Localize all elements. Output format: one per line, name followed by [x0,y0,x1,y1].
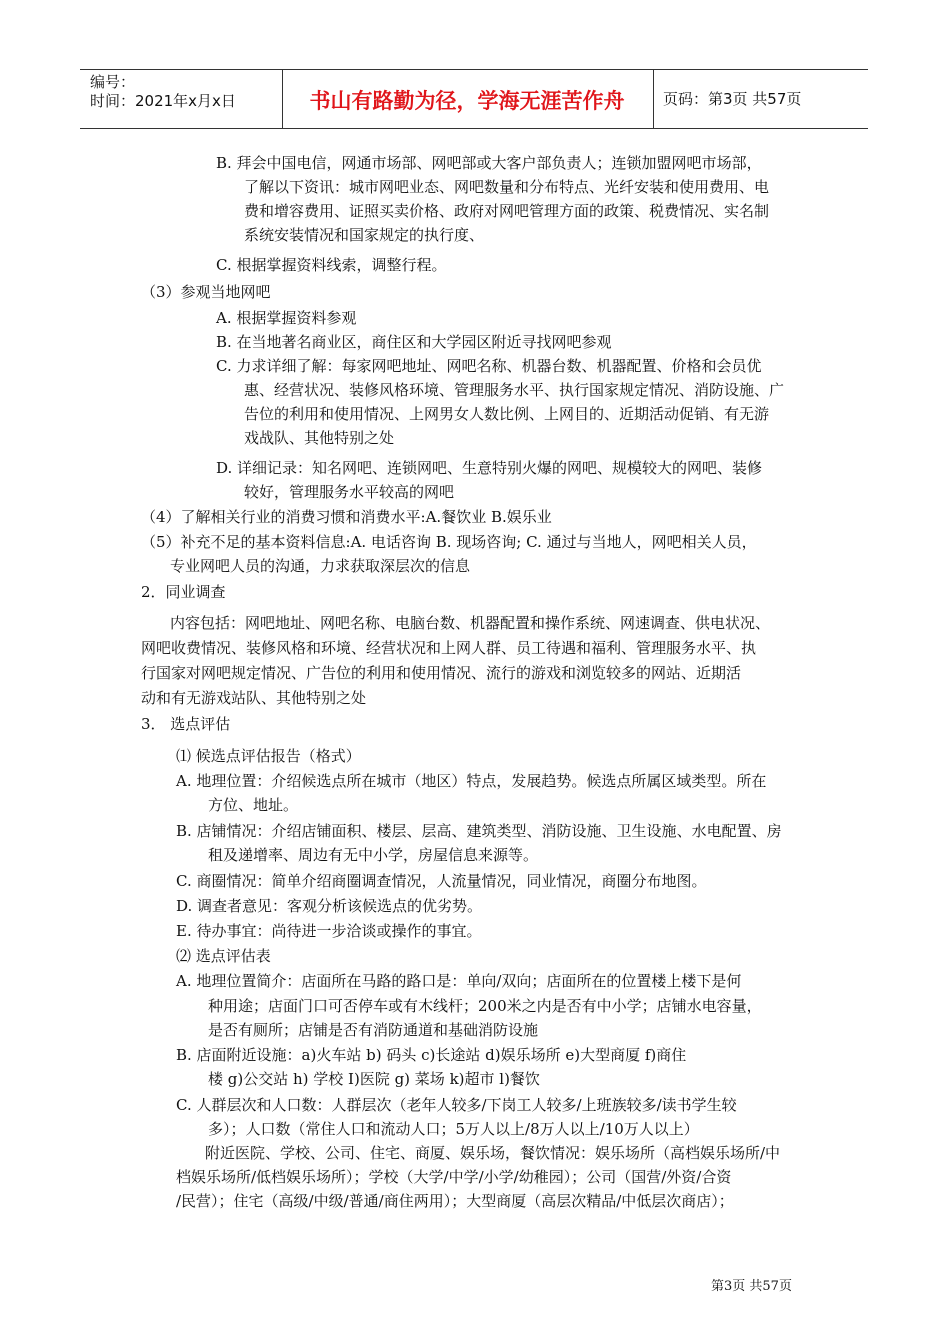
text-line: C. 力求详细了解：每家网吧地址、网吧名称、机器台数、机器配置、价格和会员优 [216,357,762,375]
text-line: 是否有厕所；店铺是否有消防通道和基础消防设施 [208,1021,539,1039]
text-line: （4）了解相关行业的消费习惯和消费水平:A.餐饮业 B.娱乐业 [141,508,552,526]
text-line: 楼 g)公交站 h) 学校 I)医院 g) 菜场 k)超市 l)餐饮 [208,1070,540,1088]
date-label: 时间：2021年x月x日 [90,92,236,110]
header-divider-right [653,69,654,129]
text-line: 多）；人口数（常住人口和流动人口；5万人以上/8万人以上/10万人以上） [208,1120,699,1138]
header-page-number: 页码：第3页 共57页 [663,90,802,108]
page-footer: 第3页 共57页 [711,1279,792,1294]
text-line: E. 待办事宜：尚待进一步洽谈或操作的事宜。 [176,922,482,940]
text-line: 惠、经营状况、装修风格环境、管理服务水平、执行国家规定情况、消防设施、广 [244,381,785,399]
text-line: ⑴ 候选点评估报告（格式） [176,747,361,765]
text-line: 内容包括：网吧地址、网吧名称、电脑台数、机器配置和操作系统、网速调查、供电状况、 [170,614,771,632]
text-line: 行国家对网吧规定情况、广告位的利用和使用情况、流行的游戏和浏览较多的网站、近期活 [141,664,742,682]
text-line: 专业网吧人员的沟通，力求获取深层次的信息 [170,557,471,575]
text-line: 2．同业调查 [141,583,226,601]
text-line: 附近医院、学校、公司、住宅、商厦、娱乐场，餐饮情况：娱乐场所（高档娱乐场所/中 [205,1144,781,1162]
text-line: A. 地理位置简介：店面所在马路的路口是：单向/双向；店面所在的位置楼上楼下是何 [176,972,742,990]
header-motto: 书山有路勤为径，学海无涯苦作舟 [309,89,625,113]
text-line: D. 调查者意见：客观分析该候选点的优劣势。 [176,897,483,915]
text-line: 网吧收费情况、装修风格和环境、经营状况和上网人群、员工待遇和福利、管理服务水平、执 [141,639,757,657]
text-line: A. 根据掌握资料参观 [216,309,357,327]
text-line: D. 详细记录：知名网吧、连锁网吧、生意特别火爆的网吧、规模较大的网吧、装修 [216,459,763,477]
text-line: 较好，管理服务水平较高的网吧 [244,483,455,501]
text-line: 档娱乐场所/低档娱乐场所）；学校（大学/中学/小学/幼稚园）；公司（国营/外资/合资 [176,1168,732,1186]
text-line: A. 地理位置：介绍候选点所在城市（地区）特点，发展趋势。候选点所属区域类型。所在 [176,772,767,790]
text-line: C. 商圈情况：简单介绍商圈调查情况，人流量情况，同业情况，商圈分布地图。 [176,872,707,890]
text-line: 了解以下资讯：城市网吧业态、网吧数量和分布特点、光纤安装和使用费用、电 [244,178,770,196]
text-line: 动和有无游戏站队、其他特别之处 [141,689,367,707]
text-line: B. 店面附近设施：a)火车站 b) 码头 c)长途站 d)娱乐场所 e)大型商厦 f)商住 [176,1046,687,1064]
text-line: 租及递增率、周边有无中小学，房屋信息来源等。 [208,846,539,864]
text-line: （3）参观当地网吧 [141,283,271,301]
text-line: （5）补充不足的基本资料信息:A. 电话咨询 B. 现场咨询; C. 通过与当地人，网吧相关人员， [141,533,757,551]
text-line: B. 店铺情况：介绍店铺面积、楼层、层高、建筑类型、消防设施、卫生设施、水电配置、房 [176,822,782,840]
text-line: 费和增容费用、证照买卖价格、政府对网吧管理方面的政策、税费情况、实名制 [244,202,770,220]
text-line: 方位、地址。 [208,796,299,814]
text-line: B. 拜会中国电信，网通市场部、网吧部或大客户部负责人；连锁加盟网吧市场部， [216,154,762,172]
code-label: 编号： [90,73,136,91]
text-line: 告位的利用和使用情况、上网男女人数比例、上网目的、近期活动促销、有无游 [244,405,770,423]
text-line: 戏战队、其他特别之处 [244,429,395,447]
text-line: C. 根据掌握资料线索，调整行程。 [216,256,447,274]
text-line: 3． 选点评估 [141,715,231,733]
header-meta [90,73,236,111]
header-top-rule [80,69,868,70]
text-line: /民营）；住宅（高级/中级/普通/商住两用）；大型商厦（高层次精品/中低层次商店）； [176,1192,734,1210]
text-line: 系统安装情况和国家规定的执行度、 [244,226,485,244]
text-line: C. 人群层次和人口数：人群层次（老年人较多/下岗工人较多/上班族较多/读书学生较 [176,1096,737,1114]
text-line: ⑵ 选点评估表 [176,947,271,965]
text-line: B. 在当地著名商业区，商住区和大学园区附近寻找网吧参观 [216,333,612,351]
header-bottom-rule [80,128,868,129]
text-line: 种用途；店面门口可否停车或有木线杆；200米之内是否有中小学；店铺水电容量， [208,997,762,1015]
page-header [80,69,868,129]
